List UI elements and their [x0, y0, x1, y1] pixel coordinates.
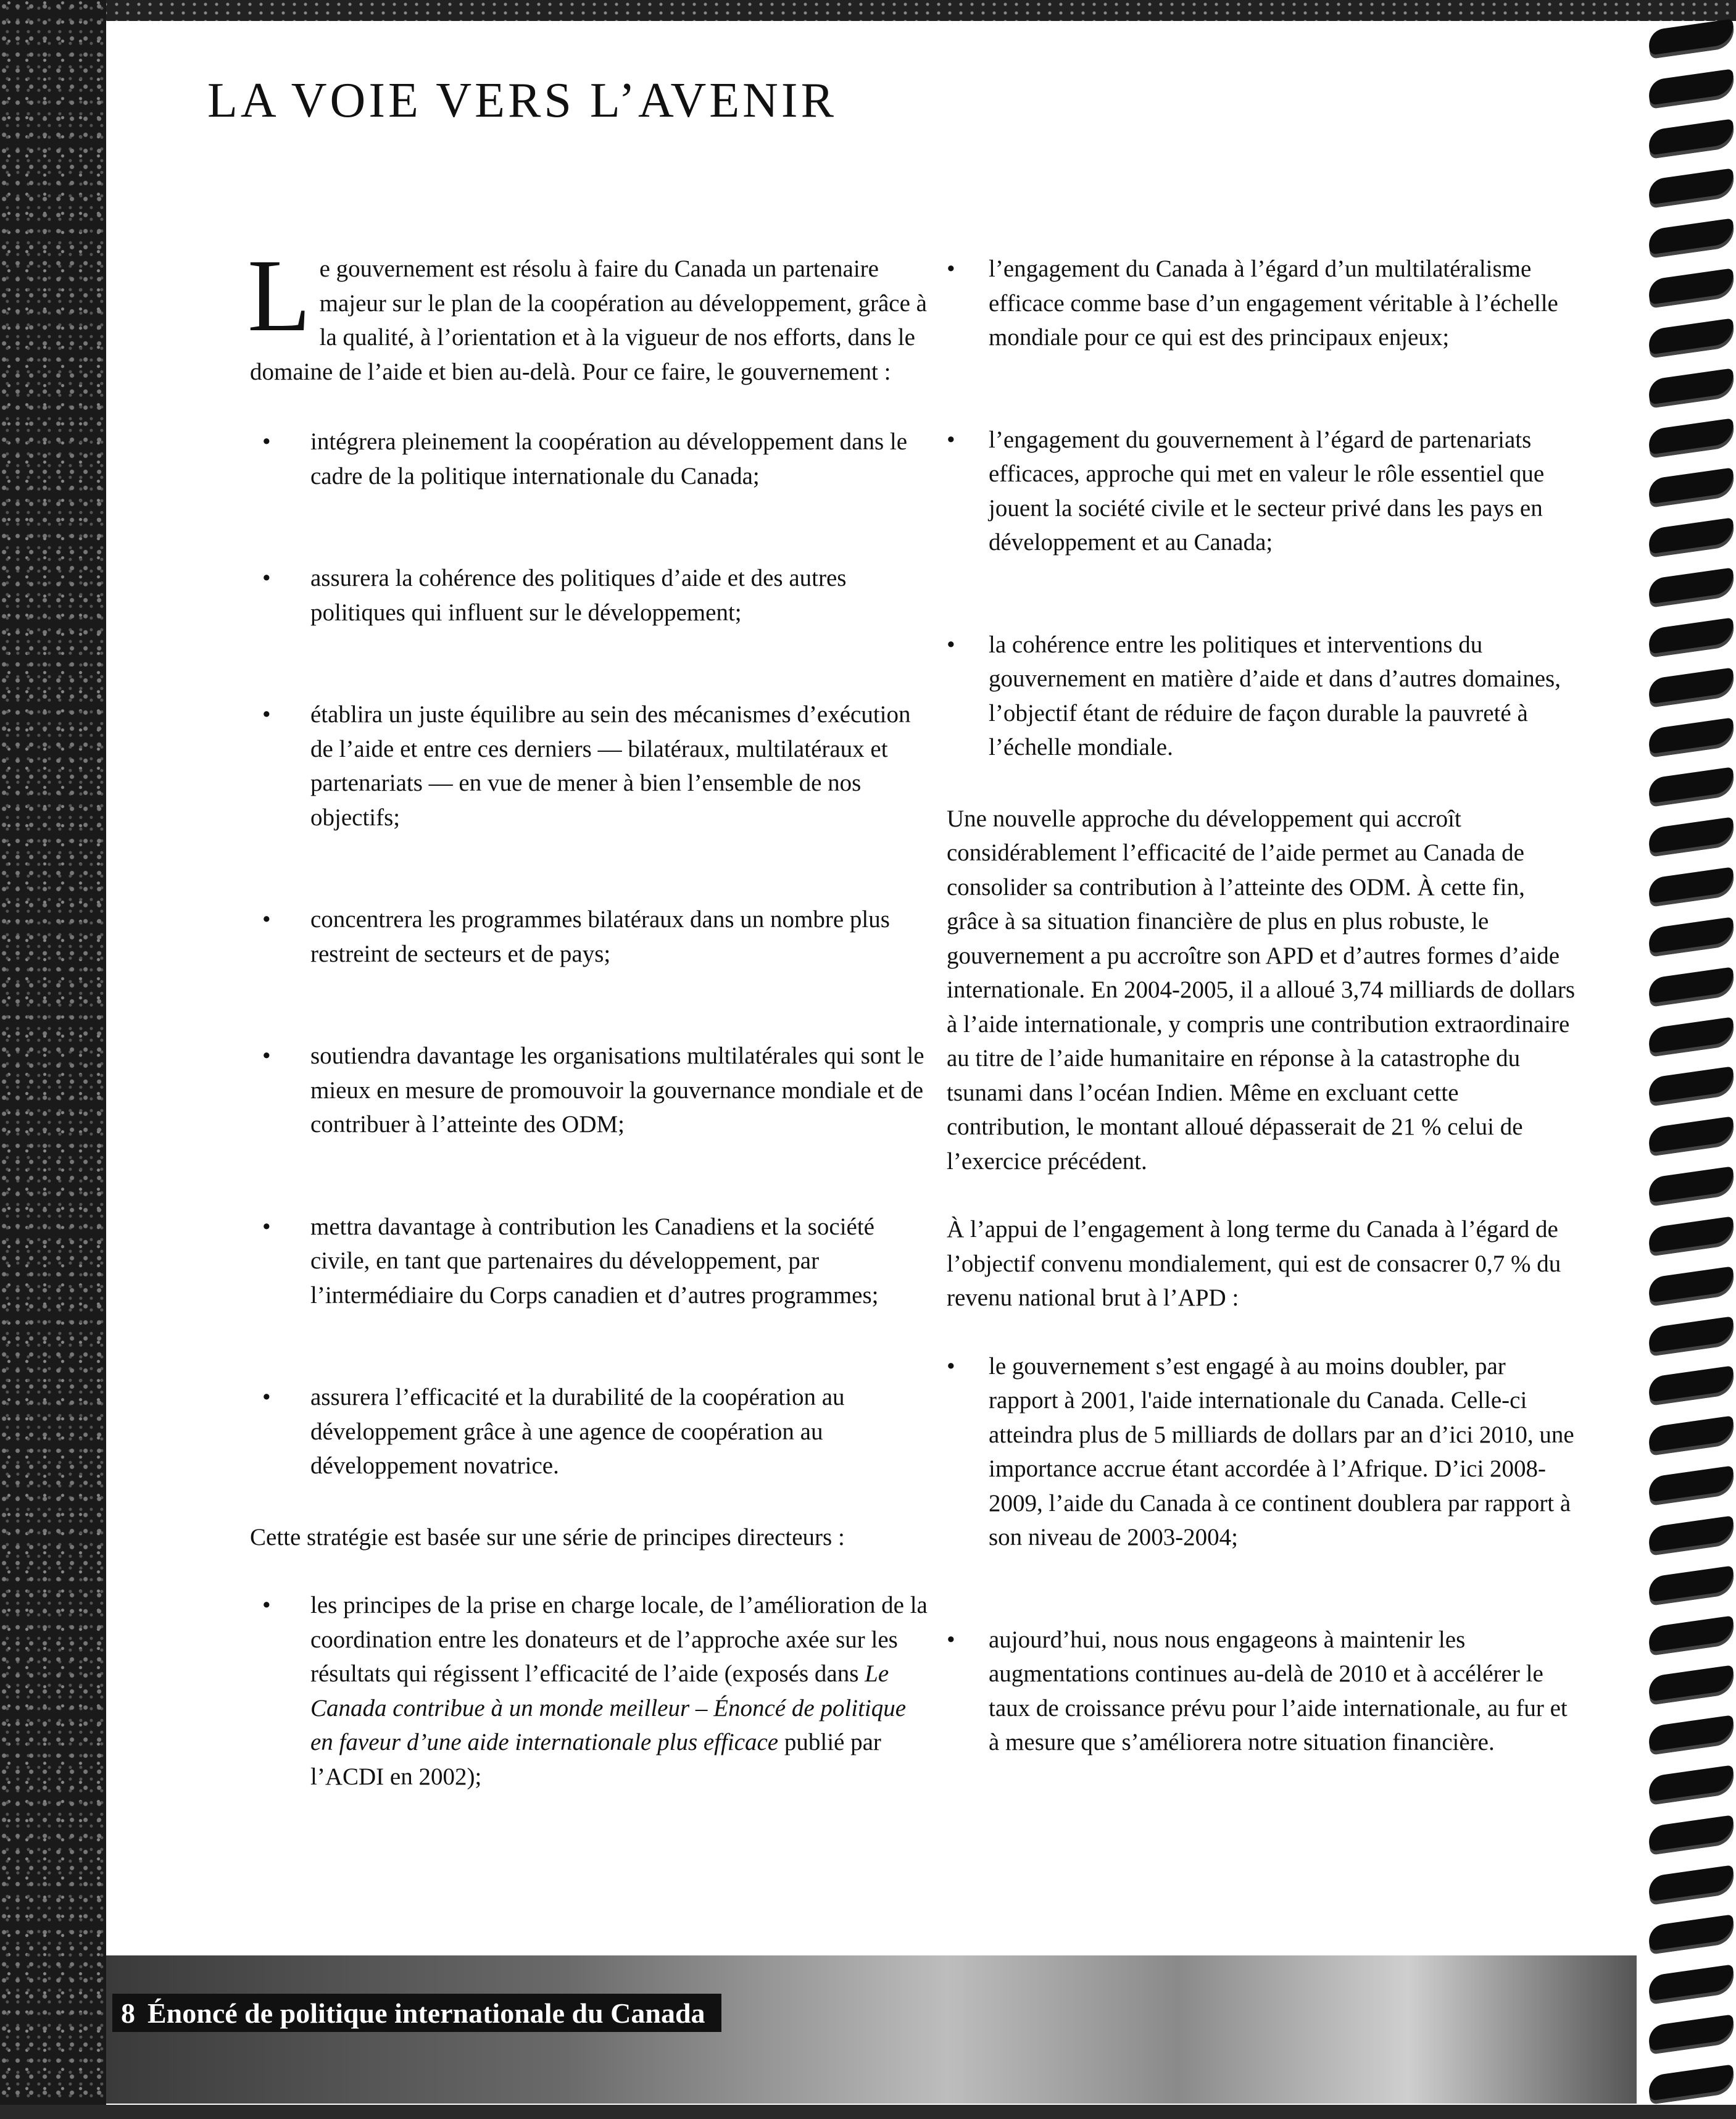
- coil: [1647, 817, 1736, 857]
- coil: [1647, 967, 1736, 1007]
- coil: [1647, 1017, 1736, 1057]
- list-item-text: l’engagement du gouvernement à l’égard de partenariats efficaces, approche qui met en valeur le rôle essentiel que jouent la société civile et le secteur privé dans les pays en développement et au Canada;: [989, 426, 1545, 556]
- coil: [1647, 1865, 1736, 1905]
- coil: [1647, 1167, 1736, 1207]
- coil: [1647, 119, 1736, 159]
- bullet-icon: •: [262, 428, 271, 455]
- coil: [1647, 518, 1736, 558]
- list-item: [947, 423, 1576, 560]
- publication-name: Énoncé de politique internationale du Canada: [147, 1997, 705, 2029]
- coil: [1647, 1615, 1736, 1655]
- coil: [1647, 917, 1736, 957]
- list-item-text: intégrera pleinement la coopération au développement dans le cadre de la politique internationale du Canada;: [310, 428, 908, 489]
- list-item: [250, 425, 929, 493]
- page-title: LA VOIE VERS L’AVENIR: [207, 73, 837, 128]
- list-item-text: l’engagement du Canada à l’égard d’un multilatéralisme efficace comme base d’un engagement véritable à l’échelle mondiale pour ce qui est des principaux enjeux;: [989, 256, 1558, 351]
- coil: [1647, 2015, 1736, 2055]
- bullet-icon: •: [262, 565, 271, 591]
- coil: [1647, 1765, 1736, 1805]
- coil: [1647, 1067, 1736, 1107]
- principle-text-end: publié par l’ACDI en 2002);: [310, 1729, 881, 1790]
- binding-texture-left: [0, 0, 106, 2119]
- principles-list: [250, 1588, 929, 1794]
- coil: [1647, 1366, 1736, 1406]
- coil: [1647, 667, 1736, 707]
- list-item-text: le gouvernement s’est engagé à au moins doubler, par rapport à 2001, l'aide internationale du Canada. Celle-ci atteindra plus de 5 milliards de dollars par an d’ici 2010, une importance accrue étant accordée à l’Afrique. D’ici 2008-2009, l’aide du Canada à ce continent doublera par rapport à son niveau de 2003-2004;: [989, 1352, 1574, 1551]
- coil: [1647, 1815, 1736, 1855]
- scan-bottom-edge: [0, 2105, 1736, 2119]
- bullet-icon: •: [262, 1213, 271, 1240]
- commitments-list: [250, 425, 929, 1483]
- funding-list: [947, 1349, 1576, 1760]
- coil: [1647, 1665, 1736, 1705]
- bullet-icon: •: [947, 631, 955, 658]
- coil: [1647, 269, 1736, 309]
- list-item: [250, 902, 929, 971]
- list-item-text: concentrera les programmes bilatéraux dans un nombre plus restreint de secteurs et de pays;: [310, 906, 890, 967]
- coil: [1647, 368, 1736, 408]
- coil: [1647, 1565, 1736, 1605]
- coil: [1647, 617, 1736, 657]
- coil: [1647, 1515, 1736, 1555]
- principles-list-continued: [947, 252, 1576, 765]
- list-item: [250, 697, 929, 835]
- coil: [1647, 1915, 1736, 1955]
- list-item: [947, 252, 1576, 355]
- left-column: [247, 238, 929, 1794]
- commitment-paragraph: À l’appui de l’engagement à long terme du Canada à l’égard de l’objectif convenu mondialement, qui est de consacrer 0,7 % du revenu national brut à l’APD :: [947, 1216, 1561, 1311]
- coil: [1647, 767, 1736, 807]
- coil: [1647, 1715, 1736, 1755]
- running-footer: [112, 1994, 721, 2032]
- scan-top-edge: [0, 0, 1736, 21]
- coil: [1647, 1117, 1736, 1157]
- page-number: 8: [121, 1997, 135, 2029]
- coil: [1647, 318, 1736, 358]
- list-item-text: soutiendra davantage les organisations multilatérales qui sont le mieux en mesure de promouvoir la gouvernance mondiale et de contribuer à l’atteinte des ODM;: [310, 1043, 924, 1138]
- coil: [1647, 418, 1736, 458]
- coil: [1647, 568, 1736, 608]
- list-item: [250, 561, 929, 630]
- coil: [1647, 1266, 1736, 1306]
- coil: [1647, 2064, 1736, 2104]
- funding-paragraph: Une nouvelle approche du développement qui accroît considérablement l’efficacité de l’aide permet au Canada de consolider sa contribution à l’atteinte des ODM. À cette fin, grâce à sa situation financière de plus en plus robuste, le gouvernement a pu accroître son APD et d’autres formes d’aide internationale. En 2004-2005, il a alloué 3,74 milliards de dollars à l’aide internationale, y compris une contribution extraordinaire au titre de l’aide humanitaire en réponse à la catastrophe du tsunami dans l’océan Indien. Même en excluant cette contribution, le montant alloué dépasserait de 21 % celui de l’exercice précédent.: [947, 805, 1576, 1175]
- coil: [1647, 1316, 1736, 1356]
- coil: [1647, 717, 1736, 757]
- intro-text: e gouvernement est résolu à faire du Canada un partenaire majeur sur le plan de la coopération au développement, grâce à la qualité, à l’orientation et à la vigueur de nos efforts, dans le domaine de l’aide et bien au-delà. Pour ce faire, le gouvernement :: [250, 256, 927, 385]
- list-item-text: mettra davantage à contribution les Canadiens et la société civile, en tant que partenaires du développement, par l’intermédiaire du Corps canadien et d’autres programmes;: [310, 1213, 879, 1309]
- coil: [1647, 69, 1736, 109]
- bullet-icon: •: [262, 701, 271, 728]
- list-item: [250, 1380, 929, 1483]
- publication-title: Le Canada contribue à un monde meilleur – Énoncé de politique en faveur d’une aide internationale plus efficace: [310, 1660, 907, 1755]
- bullet-icon: •: [947, 1352, 955, 1380]
- coil: [1647, 219, 1736, 259]
- coil: [1647, 867, 1736, 907]
- coil: [1647, 1465, 1736, 1505]
- bullet-icon: •: [262, 1384, 271, 1410]
- intro-paragraph: [247, 238, 929, 389]
- drop-cap: L: [247, 238, 311, 353]
- coil: [1647, 1416, 1736, 1456]
- bullet-icon: •: [947, 256, 955, 282]
- coil: [1647, 468, 1736, 508]
- list-item: [250, 1210, 929, 1313]
- principle-text: les principes de la prise en charge locale, de l’amélioration de la coordination entre les donateurs et de l’approche axée sur les résultats qui régissent l’efficacité de l’aide (exposés dans: [310, 1592, 928, 1687]
- bullet-icon: •: [262, 906, 271, 933]
- bullet-icon: •: [947, 426, 955, 453]
- list-item: [250, 1039, 929, 1142]
- list-item-text: aujourd’hui, nous nous engageons à maintenir les augmentations continues au-delà de 2010 et à accélérer le taux de croissance prévu pour l’aide internationale, au fur et à mesure que s’améliorera notre situation financière.: [989, 1626, 1568, 1755]
- bullet-icon: •: [262, 1592, 271, 1618]
- bullet-icon: •: [947, 1626, 955, 1653]
- list-item-text: assurera la cohérence des politiques d’aide et des autres politiques qui influent sur le développement;: [310, 565, 847, 626]
- list-item: [947, 1623, 1576, 1760]
- coil: [1647, 19, 1736, 59]
- bullet-icon: •: [262, 1043, 271, 1069]
- list-item-text: assurera l’efficacité et la durabilité de la coopération au développement grâce à une agence de coopération au développement novatrice.: [310, 1384, 845, 1479]
- list-item: [947, 628, 1576, 765]
- right-column: [947, 252, 1576, 1760]
- coil: [1647, 169, 1736, 209]
- list-item: [250, 1588, 929, 1794]
- list-item-text: établira un juste équilibre au sein des mécanismes d’exécution de l’aide et entre ces derniers — bilatéraux, multilatéraux et partenariats — en vue de mener à bien l’ensemble de nos objectifs;: [310, 701, 911, 831]
- spiral-binding: [1637, 25, 1736, 2099]
- coil: [1647, 1216, 1736, 1256]
- list-item: [947, 1349, 1576, 1555]
- coil: [1647, 1965, 1736, 2005]
- strategy-paragraph: Cette stratégie est basée sur une série de principes directeurs :: [250, 1523, 845, 1551]
- list-item-text: la cohérence entre les politiques et interventions du gouvernement en matière d’aide et dans d’autres domaines, l’objectif étant de réduire de façon durable la pauvreté à l’échelle mondiale.: [989, 631, 1561, 760]
